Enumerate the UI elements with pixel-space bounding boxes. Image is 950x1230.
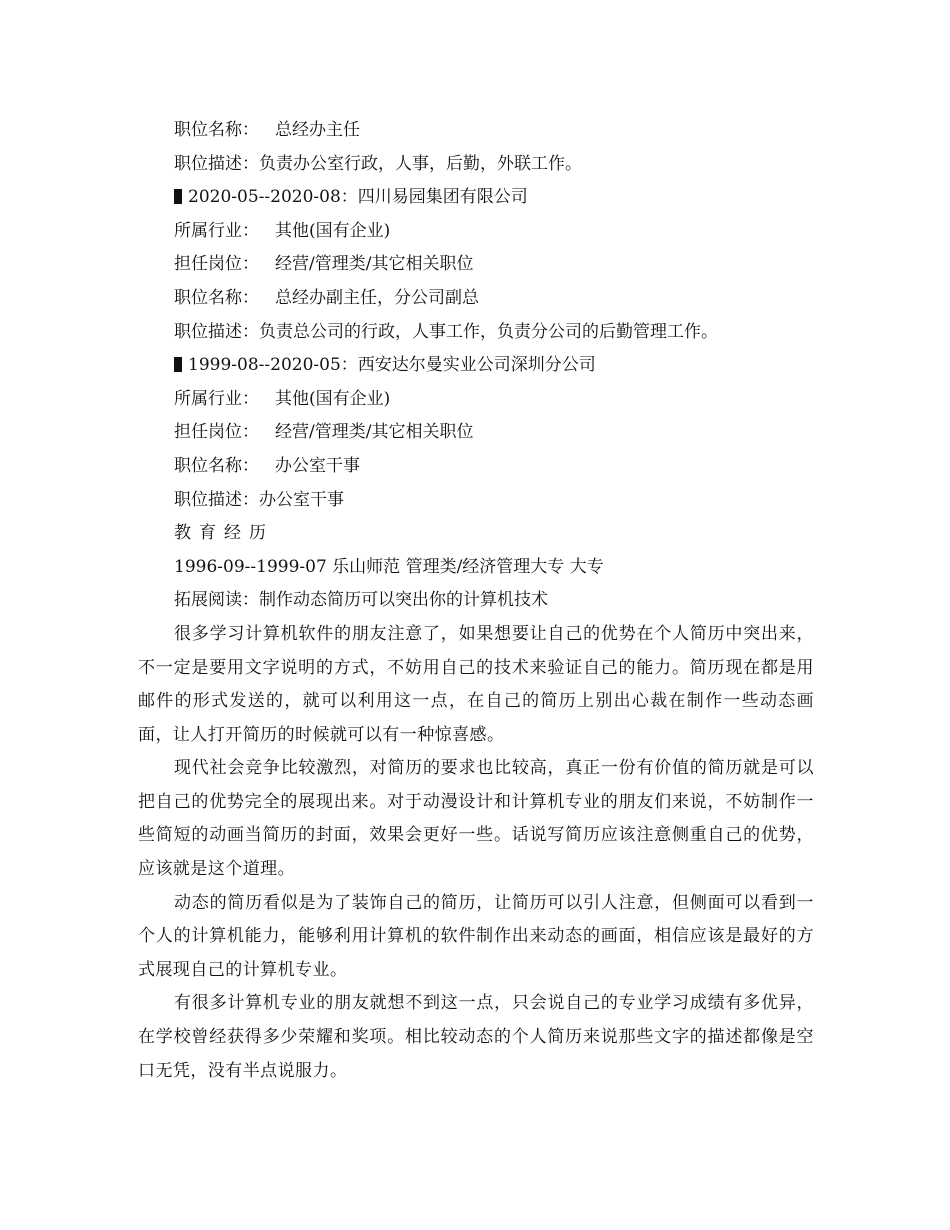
job1-title-row (138, 114, 814, 148)
field-label: 职位描述： (174, 489, 259, 510)
job3-header (138, 349, 814, 383)
field-label: 职位描述： (174, 153, 259, 174)
field-value: 其他(国有企业) (275, 388, 391, 409)
field-value: 经营/管理类/其它相关职位 (275, 422, 474, 443)
article-paragraph: 动态的简历看似是为了装饰自己的简历，让简历可以引人注意，但侧面可以看到一个人的计算机能力，能够利用计算机的软件制作出来动态的画面，相信应该是最好的方式展现自己的计算机专业。 (138, 892, 814, 980)
job-header-text: 2020-05--2020-08：四川易园集团有限公司 (188, 187, 528, 208)
article-paragraph: 有很多计算机专业的朋友就想不到这一点，只会说自己的专业学习成绩有多优异，在学校曾经获得多少荣耀和奖项。相比较动态的个人简历来说那些文字的描述都像是空口无凭，没有半点说服力。 (138, 993, 814, 1081)
field-label: 职位描述： (174, 321, 259, 342)
education-entry (138, 551, 814, 585)
job1-desc-row (138, 148, 814, 182)
field-value: 总经办副主任，分公司副总 (275, 287, 479, 308)
field-value: 负责总公司的行政，人事工作，负责分公司的后勤管理工作。 (259, 321, 718, 342)
field-label: 职位名称： (174, 287, 259, 308)
field-label: 担任岗位： (174, 254, 259, 275)
job2-title-row (138, 282, 814, 316)
field-label: 担任岗位： (174, 422, 259, 443)
field-label: 职位名称： (174, 120, 259, 140)
extended-reading-text: 拓展阅读：制作动态简历可以突出你的计算机技术 (174, 590, 548, 611)
job2-header (138, 181, 814, 215)
job2-industry-row (138, 215, 814, 249)
field-value: 办公室干事 (275, 455, 360, 476)
field-label: 所属行业： (174, 220, 259, 241)
education-entry-text: 1996-09--1999-07 乐山师范 管理类/经济管理大专 大专 (174, 556, 604, 577)
field-value: 经营/管理类/其它相关职位 (275, 254, 474, 275)
job3-industry-row (138, 383, 814, 417)
article-paragraph: 现代社会竞争比较激烈，对简历的要求也比较高，真正一份有价值的简历就是可以把自己的优势完全的展现出来。对于动漫设计和计算机专业的朋友们来说，不妨制作一些简短的动画当简历的封面，效果会更好一些。话说写简历应该注意侧重自己的优势，应该就是这个道理。 (138, 758, 814, 880)
bullet-block-icon (174, 189, 182, 204)
education-section-title (138, 517, 814, 551)
field-label: 所属行业： (174, 388, 259, 409)
extended-reading-title (138, 584, 814, 618)
job2-desc-row (138, 316, 814, 350)
bullet-block-icon (174, 357, 182, 372)
field-label: 职位名称： (174, 455, 259, 476)
job-header-text: 1999-08--2020-05：西安达尔曼实业公司深圳分公司 (188, 355, 596, 376)
field-value: 总经办主任 (275, 120, 360, 140)
section-title: 教育经历 (174, 523, 274, 544)
field-value: 办公室干事 (259, 489, 344, 510)
article-paragraph: 很多学习计算机软件的朋友注意了，如果想要让自己的优势在个人简历中突出来，不一定是要用文字说明的方式，不妨用自己的技术来验证自己的能力。简历现在都是用邮件的形式发送的，就可以利用这一点，在自己的简历上别出心裁在制作一些动态画面，让人打开简历的时候就可以有一种惊喜感。 (138, 623, 814, 745)
field-value: 负责办公室行政，人事，后勤，外联工作。 (259, 153, 582, 174)
job3-desc-row (138, 484, 814, 518)
job3-post-row (138, 416, 814, 450)
field-value: 其他(国有企业) (275, 220, 391, 241)
job3-title-row (138, 450, 814, 484)
job2-post-row (138, 248, 814, 282)
document-content (138, 114, 814, 1088)
